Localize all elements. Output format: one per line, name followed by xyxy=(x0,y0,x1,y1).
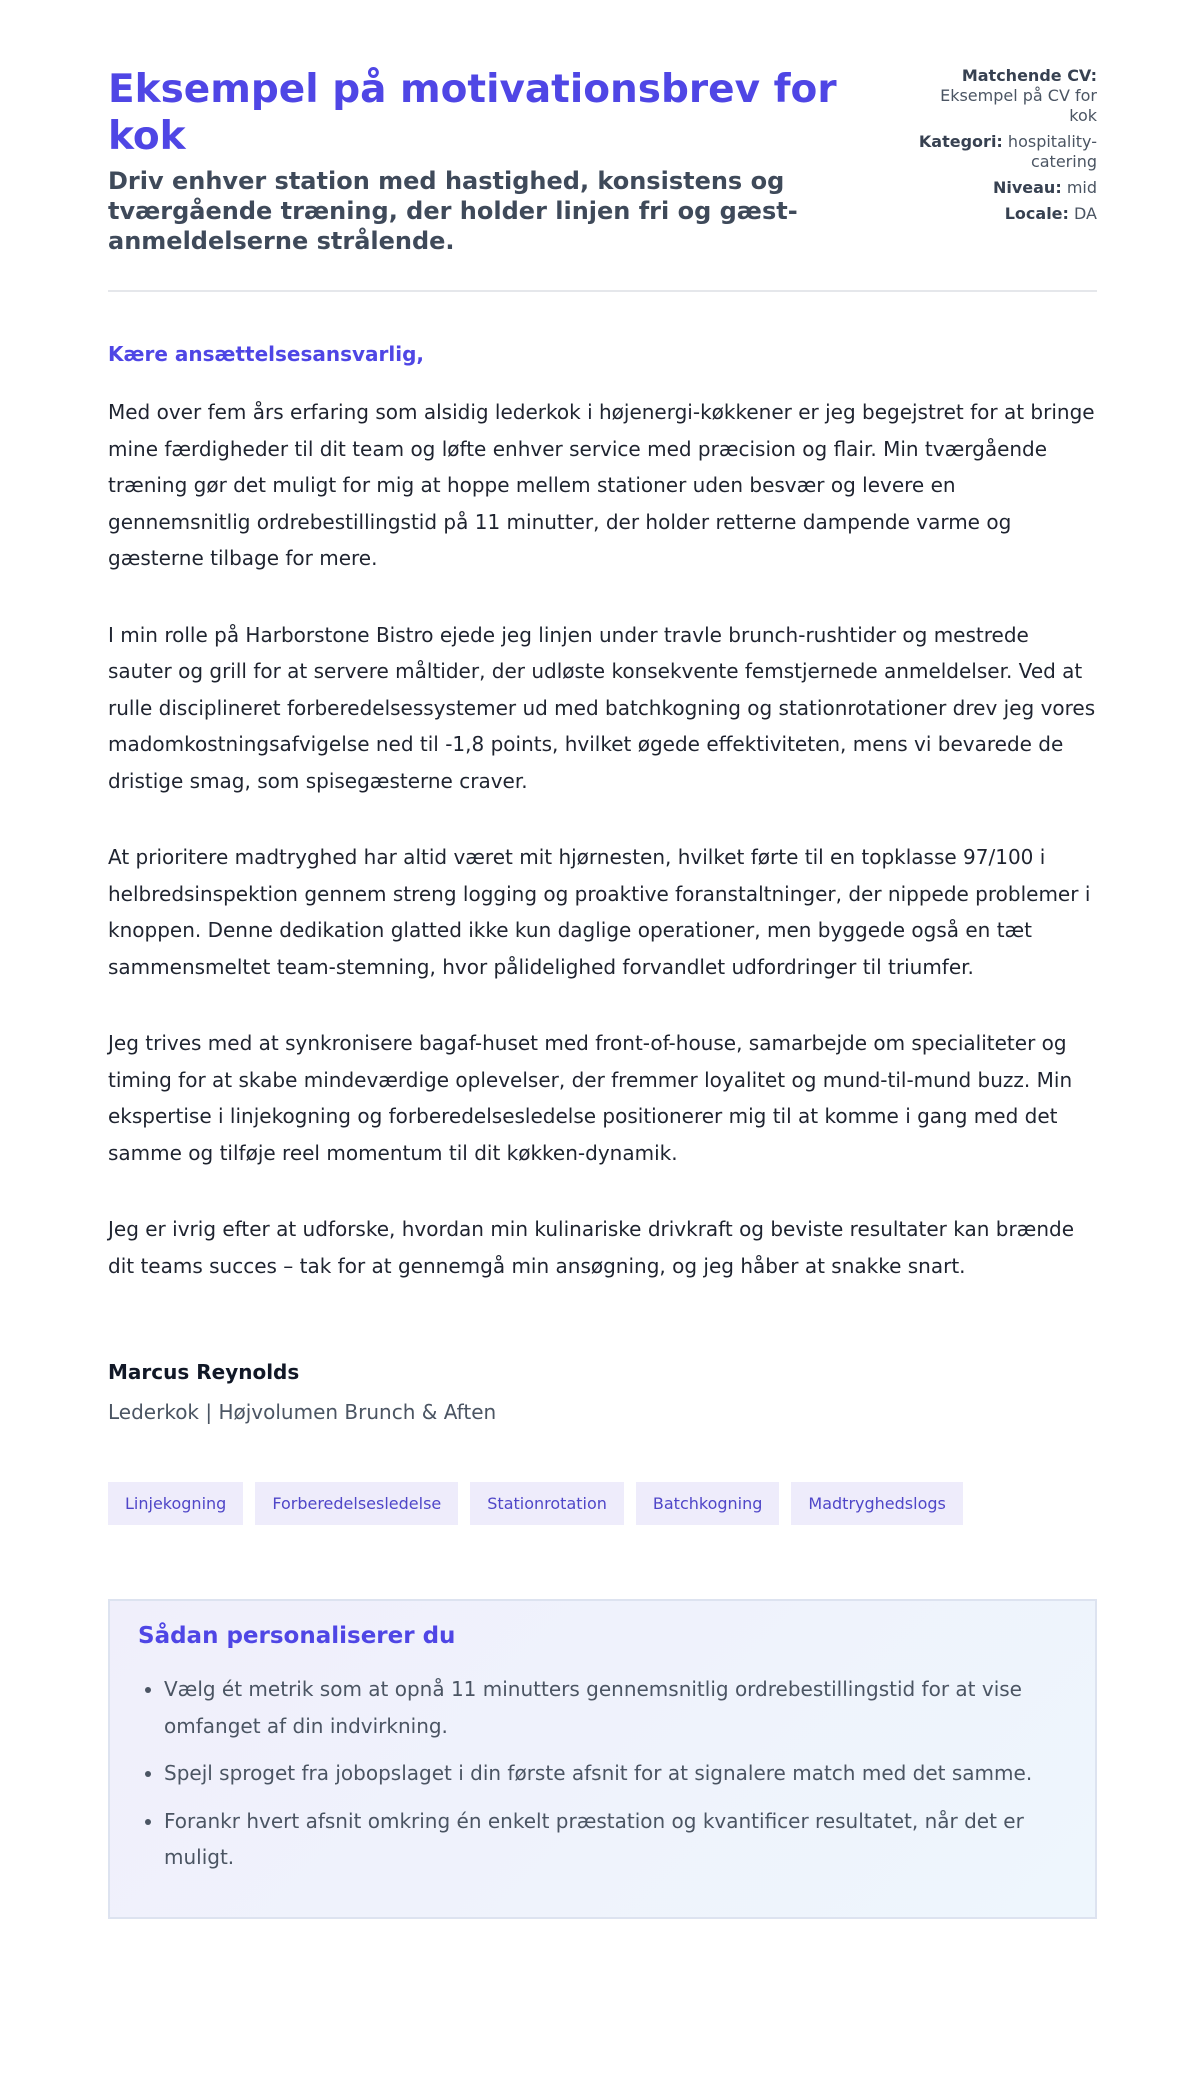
meta-category: Kategori: hospitality-catering xyxy=(918,132,1097,171)
signature-role: Lederkok | Højvolumen Brunch & Aften xyxy=(108,1400,497,1424)
skill-tag: Madtryghedslogs xyxy=(791,1482,962,1525)
tips-list xyxy=(138,1671,1067,1876)
meta-matching-cv: Matchende CV: Eksempel på CV for kok xyxy=(940,66,1097,125)
page-title: Eksempel på motivationsbrev for kok xyxy=(108,67,837,159)
meta-panel xyxy=(917,66,1097,230)
tip-item: • Forankr hvert afsnit omkring én enkelt præstation og kvantificer resultatet, når det er muligt. xyxy=(164,1803,1067,1876)
letter-paragraph: I min rolle på Harborstone Bistro ejede jeg linjen under travle brunch-rushtider og mestrede sauter og grill for at servere måltider, der udløste konsekvente femstjernede anmeldelser. Ved at rulle disciplineret forberedelsessystemer ud med batchkogning og stationrotationer drev jeg vores madomkostningsafvigelse ned til -1,8 points, hvilket øgede effektiviteten, mens vi bevarede de dristige smag, som spisegæsterne craver. xyxy=(108,622,1096,793)
letter-paragraph: Med over fem års erfaring som alsidig lederkok i højenergi-køkkener er jeg begejstret for at bringe mine færdigheder til dit team og løfte enhver service med præcision og flair. Min tværgående træning gør det muligt for mig at hoppe mellem stationer uden besvær og levere en gennemsnitlig ordrebestillingstid på 11 minutter, der holder retterne dampende varme og gæsterne tilbage for mere. xyxy=(108,400,1095,570)
letter-greeting: Kære ansættelsesansvarlig, xyxy=(108,342,425,366)
skill-tags xyxy=(108,1482,1097,1525)
skill-tag: Stationrotation xyxy=(470,1482,624,1525)
divider xyxy=(108,290,1097,292)
skill-tag: Linjekogning xyxy=(108,1482,243,1525)
signature xyxy=(108,1360,1097,1424)
skill-tag: Batchkogning xyxy=(636,1482,780,1525)
letter-paragraph: At prioritere madtryghed har altid været mit hjørnesten, hvilket førte til en topklasse 97/100 i helbredsinspektion gennem streng logging og proaktive foranstaltninger, der nippede problemer i knoppen. Denne dedikation glatted ikke kun daglige operationer, men byggede også en tæt sammensmeltet team-stemning, hvor pålidelighed forvandlet udfordringer til triumfer. xyxy=(108,845,1091,979)
tip-item: • Vælg ét metrik som at opnå 11 minutters gennemsnitlig ordrebestillingstid for at vise omfanget af din indvirkning. xyxy=(164,1671,1067,1744)
tips-title: Sådan personaliserer du xyxy=(138,1623,456,1649)
matching-cv-link[interactable]: Eksempel på CV for kok xyxy=(940,86,1097,125)
meta-level: Niveau: mid xyxy=(992,178,1097,197)
personalization-tips xyxy=(108,1599,1097,1919)
tip-item: • Spejl sproget fra jobopslaget i din første afsnit for at signalere match med det samme. xyxy=(164,1755,1067,1792)
page-header xyxy=(108,66,1097,256)
skill-tag: Forberedelsesledelse xyxy=(255,1482,458,1525)
letter-paragraph: Jeg trives med at synkronisere bagaf-huset med front-of-house, samarbejde om specialiteter og timing for at skabe mindeværdige oplevelser, der fremmer loyalitet og mund-til-mund buzz. Min ekspertise i linjekogning og forberedelsesledelse positionerer mig til at komme i gang med det samme og tilføje reel momentum til dit køkken-dynamik. xyxy=(108,1031,1073,1165)
signature-name: Marcus Reynolds xyxy=(108,1360,300,1384)
meta-locale: Locale: DA xyxy=(1004,204,1097,223)
page-subtitle: Driv enhver station med hastighed, konsistens og tværgående træning, der holder linjen fri og gæst-anmeldelserne strålende. xyxy=(108,167,798,255)
letter-paragraph: Jeg er ivrig efter at udforske, hvordan min kulinariske drivkraft og beviste resultater kan brænde dit teams succes – tak for at gennemgå min ansøgning, og jeg håber at snakke snart. xyxy=(108,1217,1074,1278)
